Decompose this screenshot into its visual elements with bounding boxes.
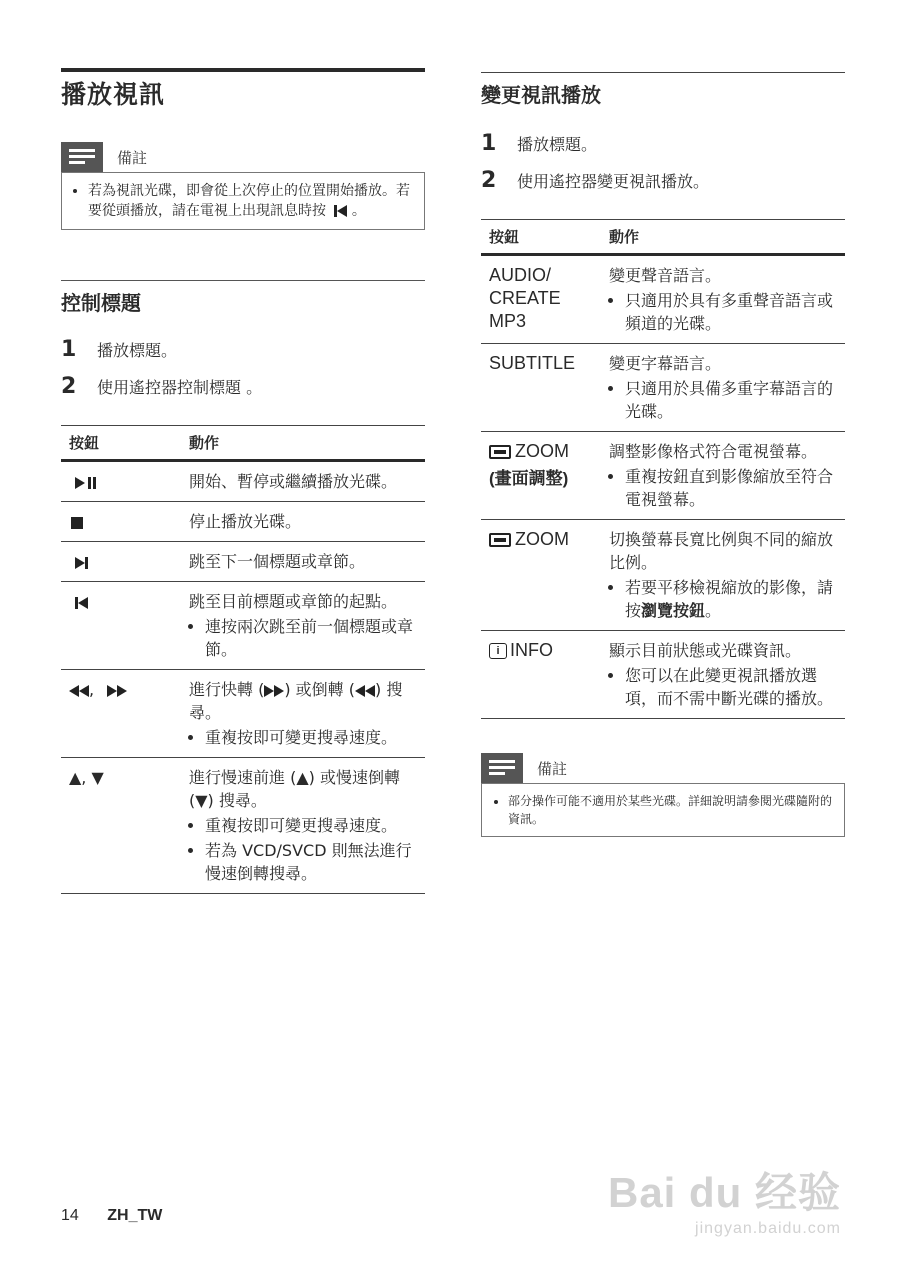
zoom-icon xyxy=(489,445,511,459)
col-action-header: 動作 xyxy=(181,426,425,461)
action-cell: 進行慢速前進 (▲) 或慢速倒轉 (▼) 搜尋。 • 重複按即可變更搜尋速度。 • 若為 VCD/SVCD 則無法進行慢速倒轉搜尋。 xyxy=(181,758,425,894)
control-table xyxy=(61,425,425,894)
zoom-icon xyxy=(489,533,511,547)
table-row xyxy=(61,582,425,670)
watermark xyxy=(608,1160,841,1238)
table-row xyxy=(481,520,845,631)
note-text-end: 。 xyxy=(351,203,366,219)
watermark-url: jingyan.baidu.com xyxy=(695,1220,841,1237)
section-title: 控制標題 xyxy=(61,280,425,317)
note-block xyxy=(61,142,425,230)
action-cell: 開始、暫停或繼續播放光碟。 xyxy=(181,461,425,502)
action-cell: 跳至目前標題或章節的起點。 • 連按兩次跳至前一個標題或章節。 xyxy=(181,582,425,670)
key-subtitle: SUBTITLE xyxy=(481,344,601,432)
page-footer xyxy=(61,1207,162,1225)
table-row xyxy=(61,502,425,542)
action-cell: 跳至下一個標題或章節。 xyxy=(181,542,425,582)
right-column xyxy=(481,72,845,837)
watermark-brand: Bai du 经验 xyxy=(607,1169,841,1216)
bullet-item: • 重複按即可變更搜尋速度。 xyxy=(205,726,417,749)
section-title: 變更視訊播放 xyxy=(481,72,845,109)
note-text: • 部分操作可能不適用於某些光碟。詳細說明請參閱光碟隨附的資訊。 xyxy=(508,792,834,828)
step-item: 2 使用遙控器變更視訊播放。 xyxy=(481,168,710,193)
language-code: ZH_TW xyxy=(107,1207,163,1224)
note-text: 若為視訊光碟，即會從上次停止的位置開始播放。若要從頭播放，請在電視上出現訊息時按 xyxy=(88,183,410,219)
bullet-item: • 重複按鈕直到影像縮放至符合電視螢幕。 xyxy=(625,465,837,511)
step-list xyxy=(61,337,425,411)
playback-table xyxy=(481,219,845,719)
step-item: 1 播放標題。 xyxy=(481,131,598,156)
table-header xyxy=(481,220,845,255)
action-cell: 停止播放光碟。 xyxy=(181,502,425,542)
bullet-item: • 只適用於具有多重聲音語言或頻道的光碟。 xyxy=(625,289,837,335)
table-row xyxy=(481,344,845,432)
note-box xyxy=(61,172,425,230)
action-cell: 調整影像格式符合電視螢幕。 • 重複按鈕直到影像縮放至符合電視螢幕。 xyxy=(601,432,845,520)
action-cell: 顯示目前狀態或光碟資訊。 • 您可以在此變更視訊播放選項，而不需中斷光碟的播放。 xyxy=(601,631,845,719)
key-audio: AUDIO/ CREATE MP3 xyxy=(481,255,601,344)
bullet-item: • 重複按即可變更搜尋速度。 xyxy=(205,814,417,837)
col-action-header: 動作 xyxy=(601,220,845,255)
step-item: 2 使用遙控器控制標題 。 xyxy=(61,374,263,399)
col-key-header: 按鈕 xyxy=(61,426,181,461)
step-item: 1 播放標題。 xyxy=(61,337,178,362)
slow-keys: ▲, ▼ xyxy=(61,758,181,894)
left-column xyxy=(61,68,425,894)
key-zoom: ZOOM (畫面調整) xyxy=(481,432,601,520)
step-list xyxy=(481,131,845,205)
page-title: 播放視訊 xyxy=(61,68,425,112)
page-number: 14 xyxy=(61,1207,79,1224)
table-row xyxy=(481,631,845,719)
info-icon: i xyxy=(489,643,507,659)
stop-icon xyxy=(71,517,83,529)
note-icon xyxy=(481,753,523,783)
play-pause-icon xyxy=(75,472,96,491)
action-cell: 切換螢幕長寬比例與不同的縮放比例。 • 若要平移檢視縮放的影像，請按瀏覽按鈕。 xyxy=(601,520,845,631)
bullet-item: • 只適用於具備多重字幕語言的光碟。 xyxy=(625,377,837,423)
previous-icon xyxy=(75,592,88,611)
bullet-item: • 若要平移檢視縮放的影像，請按瀏覽按鈕。 xyxy=(625,576,837,622)
fast-forward-icon xyxy=(264,680,284,699)
action-cell: 變更字幕語言。 • 只適用於具備多重字幕語言的光碟。 xyxy=(601,344,845,432)
table-row xyxy=(61,758,425,894)
action-cell: 進行快轉 ( ) 或倒轉 ( ) 搜尋。 • 重複按即可變更搜尋速度。 xyxy=(181,670,425,758)
bullet-item: • 若為 VCD/SVCD 則無法進行慢速倒轉搜尋。 xyxy=(205,839,417,885)
note-title: 備註 xyxy=(117,148,148,167)
rewind-icon xyxy=(69,680,89,699)
table-row xyxy=(61,461,425,502)
note-block xyxy=(481,753,845,837)
table-row xyxy=(481,255,845,344)
previous-icon xyxy=(334,203,347,219)
col-key-header: 按鈕 xyxy=(481,220,601,255)
table-header xyxy=(61,426,425,461)
fast-forward-icon xyxy=(107,680,127,699)
bullet-item: • 連按兩次跳至前一個標題或章節。 xyxy=(205,615,417,661)
note-title: 備註 xyxy=(537,759,568,778)
key-zoom: ZOOM xyxy=(481,520,601,631)
key-info: i INFO xyxy=(481,631,601,719)
action-cell: 變更聲音語言。 • 只適用於具有多重聲音語言或頻道的光碟。 xyxy=(601,255,845,344)
note-icon xyxy=(61,142,103,172)
note-box xyxy=(481,783,845,837)
table-row xyxy=(61,542,425,582)
rewind-icon xyxy=(355,680,375,699)
bullet-item: • 您可以在此變更視訊播放選項，而不需中斷光碟的播放。 xyxy=(625,664,837,710)
table-row xyxy=(481,432,845,520)
next-icon xyxy=(75,552,88,571)
table-row: , 進行快轉 ( ) 或倒轉 ( ) 搜尋。 • 重複按即可變更搜尋速度。 xyxy=(61,670,425,758)
